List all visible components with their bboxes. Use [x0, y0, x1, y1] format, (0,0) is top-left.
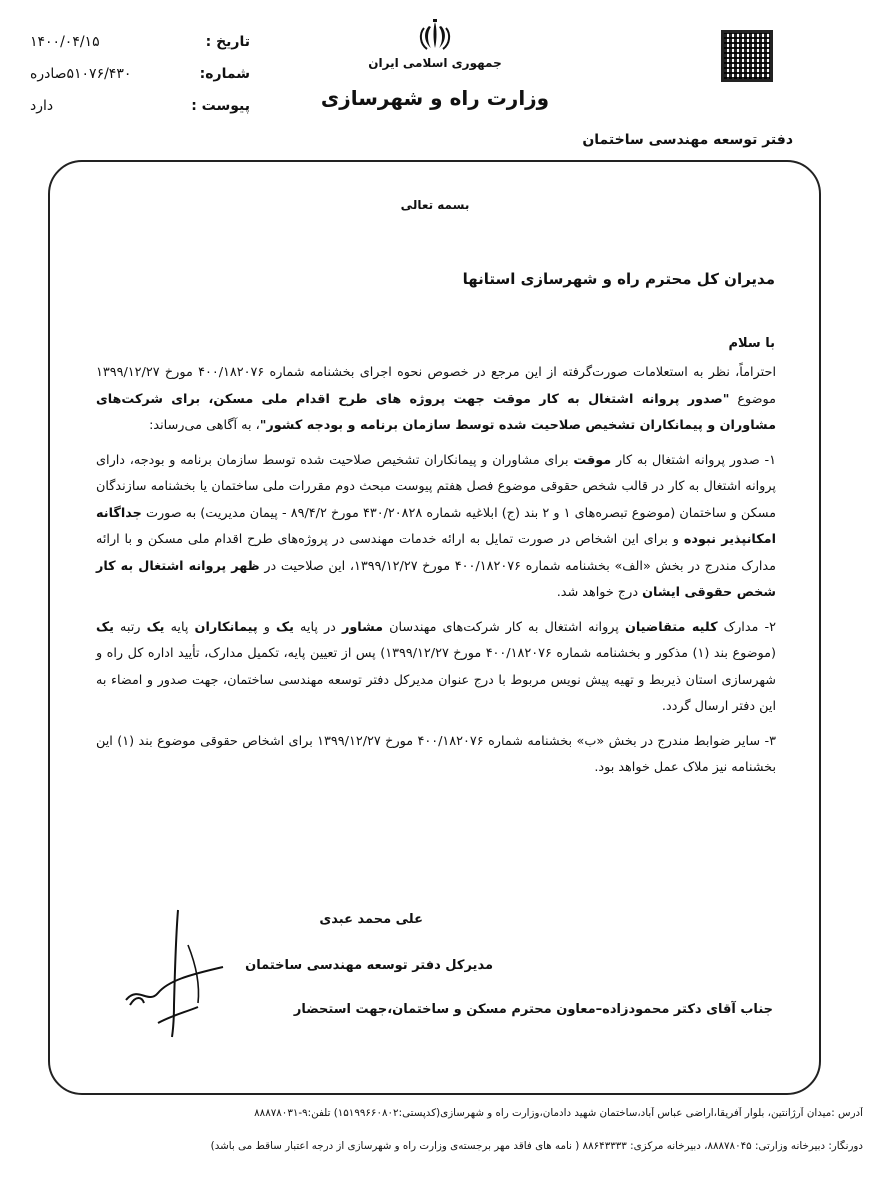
date-row [30, 26, 250, 58]
attachment-label: پیوست : [191, 98, 250, 114]
p2-text-h: پیمانکاران [194, 619, 258, 635]
number-label: شماره: [199, 66, 250, 82]
p1-text-g: درج خواهد شد. [556, 585, 643, 600]
addressee: مدیران کل محترم راه و شهرسازی استانها [462, 270, 775, 288]
paragraph-3: ۳- سایر ضوابط مندرج در بخش «ب» بخشنامه شماره ۴۰۰/۱۸۲۰۷۶ مورخ ۱۳۹۹/۱۲/۲۷ برای اشخاص حقوقی موضوع بند (۱) این بخشنامه نیز ملاک عمل خواهد بود. [96, 733, 776, 775]
intro-paragraph [96, 360, 776, 440]
department-title: دفتر توسعه مهندسی ساختمان [582, 132, 793, 148]
p2-text-e: در پایه [293, 619, 342, 635]
attachment-value: دارد [30, 98, 54, 114]
footer-contacts: دورنگار: دبیرخانه وزارتی: ۸۸۸۷۸۰۴۵، دبیرخانه مرکزی: ۸۸۶۴۳۳۳۳ ( نامه های فاقد مهر برجسته‌ی وزارت راه و شهرسازی از درجه اعتبار ساقط می باشد) [210, 1140, 863, 1152]
letter-meta [30, 26, 250, 122]
intro-text-c: ، به آگاهی می‌رساند: [149, 418, 260, 433]
number-row [30, 58, 250, 90]
intro-text-b: "صدور پروانه اشتغال به کار موقت جهت پروژه های طرح اقدام ملی مسکن، برای شرکت‌های مشاوران و پیمانکاران تشخیص صلاحیت شده توسط سازمان برنامه و بودجه کشور" [96, 391, 776, 433]
paragraph-2 [96, 615, 776, 721]
basmala: بسمه تعالی [400, 198, 470, 212]
p1-text-e: و برای این اشخاص در صورت تمایل به ارائه خدمات مهندسی در پروژه‌های طرح اقدام ملی مسکن و با ارائه مدارک مندرج در بخش «الف» بخشنامه شماره ۴۰۰/۱۸۲۰۷۶ مورخ ۱۳۹۹/۱۲/۲۷، این صلاحیت در [96, 532, 776, 574]
iran-emblem-icon [415, 18, 455, 54]
p1-text-b: موقت [573, 452, 612, 468]
ministry-title: وزارت راه و شهرسازی [320, 86, 550, 110]
letter-body [96, 360, 776, 790]
p2-text-m: (موضوع بند (۱) مذکور و بخشنامه شماره ۴۰۰/۱۸۲۰۷۶ مورخ ۱۳۹۹/۱۲/۲۷) پس از تعیین پایه، تکمیل مدارک، تأیید اداره کل راه و شهرسازی استان ذیربط و تهیه پیش نویس مربوط با درج عنوان مدیرکل دفتر توسعه مهندسی ساختمان، جهت صدور و امضاء به این دفتر ارسال گردد. [96, 646, 777, 714]
greeting: با سلام [728, 336, 775, 351]
p2-text-d: مشاور [341, 619, 384, 635]
signer-title: مدیرکل دفتر توسعه مهندسی ساختمان [245, 958, 493, 973]
qr-code-icon [721, 30, 773, 82]
date-label: تاریخ : [205, 34, 250, 50]
date-value: ۱۴۰۰/۰۴/۱۵ [30, 34, 100, 50]
p1-text-a: ۱- صدور پروانه اشتغال به کار [611, 452, 776, 468]
p2-text-k: رتبه [113, 619, 147, 635]
p2-text-l: یک [96, 619, 114, 635]
p2-text-b: کلیه متقاضیان [624, 619, 718, 635]
republic-title: جمهوری اسلامی ایران [368, 56, 502, 70]
p2-text-j: یک [146, 619, 165, 635]
p1-text-f: ظهر پروانه اشتغال به کار شخص حقوقی ایشان [96, 558, 776, 600]
attachment-row [30, 90, 250, 122]
p2-text-c: پروانه اشتغال به کار شرکت‌های مهندسان [383, 619, 625, 635]
p2-text-i: پایه [164, 619, 195, 635]
p1-text-d: جداگانه امکانپذیر نبوده [96, 505, 776, 547]
p1-text-c: برای مشاوران و پیمانکاران تشخیص صلاحیت شده توسط سازمان برنامه و بودجه، دارای پروانه اشتغال به کار در قالب شخص حقوقی موضوع فصل هفتم پیوست مبحث دوم مقررات ملی ساختمان یا بخشنامه سازندگان مسکن و ساختمان (موضوع تبصره‌های ۱ و ۲ بند (ج) ابلاغیه شماره ۴۳۰/۲۰۸۲۸ مورخ ۸۹/۴/۲ - پیمان مدیریت) به صورت [96, 452, 776, 521]
p2-text-f: یک [276, 619, 294, 635]
paragraph-1 [96, 448, 776, 607]
p2-text-a: ۲- مدارک [717, 619, 776, 635]
cc-line: جناب آقای دکتر محمودزاده–معاون محترم مسکن و ساختمان،جهت استحضار [293, 1002, 773, 1017]
footer-address: آدرس :میدان آرژانتین، بلوار آفریقا،اراضی عباس آباد،ساختمان شهید دادمان،وزارت راه و شهرسازی(کدپستی:۱۵۱۹۹۶۶۰۸۰۲) تلفن:۹-۸۸۸۷۸۰۳۱ [254, 1107, 863, 1119]
intro-text-a: احتراماً، نظر به استعلامات صورت‌گرفته از این مرجع در خصوص نحوه اجرای بخشنامه شماره ۴۰۰/۱۸۲۰۷۶ مورخ ۱۳۹۹/۱۲/۲۷ موضوع [96, 365, 776, 407]
signer-name: علی محمد عبدی [319, 912, 423, 927]
handwritten-signature-icon [118, 905, 228, 1040]
p2-text-g: و [257, 619, 277, 635]
number-value: ۵۱۰۷۶/۴۳۰صادره [30, 66, 132, 82]
